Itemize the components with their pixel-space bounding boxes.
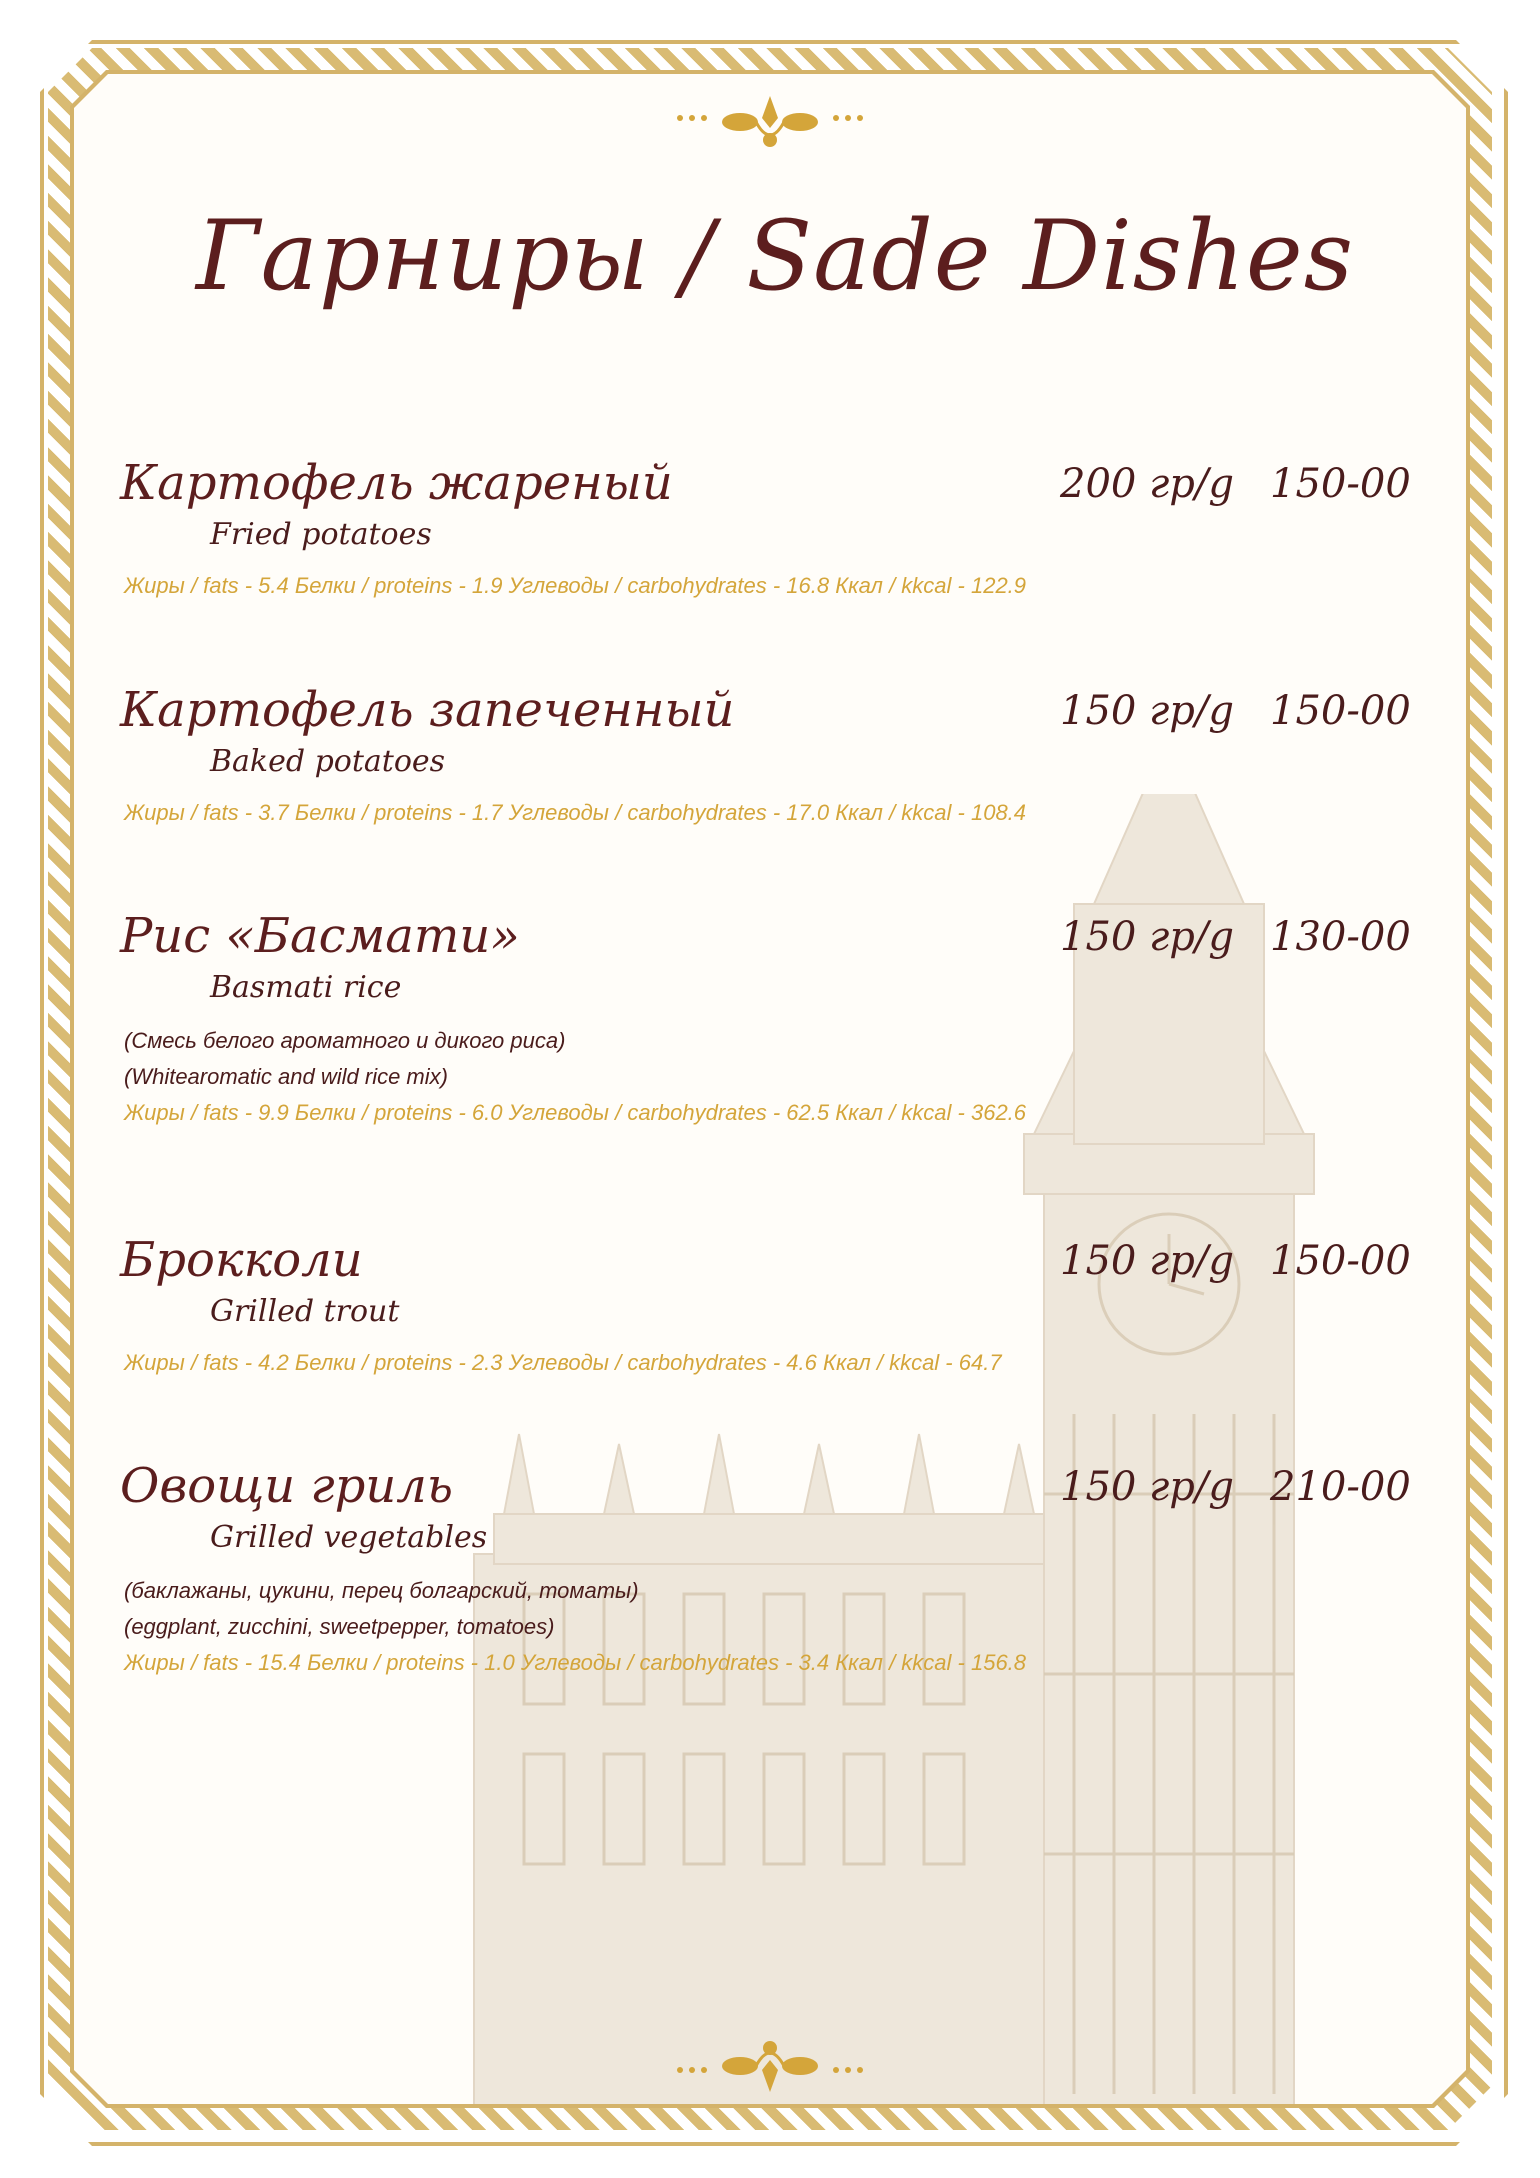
item-name-ru: Картофель запеченный [120, 682, 735, 738]
item-price: 130-00 [1270, 914, 1411, 960]
item-nutrition: Жиры / fats - 4.2 Белки / proteins - 2.3 Углеводы / carbohydrates - 4.6 Ккал / kkcal - 64.7 [124, 1350, 1002, 1375]
item-name-ru: Брокколи [120, 1232, 363, 1288]
menu-item [120, 682, 1430, 832]
item-name-ru: Картофель жареный [120, 455, 673, 511]
item-name-en: Grilled trout [210, 1294, 400, 1329]
item-name-ru: Овощи гриль [120, 1458, 453, 1514]
top-flourish-icon [660, 88, 880, 158]
item-weight: 150 гр/g [1060, 1238, 1234, 1284]
item-price: 150-00 [1270, 688, 1411, 734]
item-description-ru: (баклажаны, цукини, перец болгарский, томаты) [124, 1578, 639, 1603]
item-price: 150-00 [1270, 1238, 1411, 1284]
item-price: 210-00 [1270, 1464, 1411, 1510]
menu-item [120, 908, 1430, 1138]
item-weight: 150 гр/g [1060, 688, 1234, 734]
item-weight: 200 гр/g [1060, 461, 1234, 507]
item-description-ru: (Смесь белого ароматного и дикого риса) [124, 1028, 566, 1053]
item-name-en: Baked potatoes [210, 744, 446, 779]
item-nutrition: Жиры / fats - 15.4 Белки / proteins - 1.0 Углеводы / carbohydrates - 3.4 Ккал / kkcal - 156.8 [124, 1650, 1027, 1675]
item-name-ru: Рис «Басмати» [120, 908, 520, 964]
menu-item [120, 1458, 1430, 1688]
item-weight: 150 гр/g [1060, 1464, 1234, 1510]
item-description-en: (eggplant, zucchini, sweetpepper, tomatoes) [124, 1614, 555, 1639]
item-nutrition: Жиры / fats - 9.9 Белки / proteins - 6.0 Углеводы / carbohydrates - 62.5 Ккал / kkcal - 362.6 [124, 1100, 1027, 1125]
item-name-en: Fried potatoes [210, 517, 432, 552]
item-price: 150-00 [1270, 461, 1411, 507]
item-name-en: Grilled vegetables [210, 1520, 488, 1555]
menu-item [120, 1232, 1430, 1382]
page-title: Гарниры / Sade Dishes [196, 200, 1354, 312]
item-nutrition: Жиры / fats - 3.7 Белки / proteins - 1.7 Углеводы / carbohydrates - 17.0 Ккал / kkcal - 108.4 [124, 800, 1027, 825]
item-nutrition: Жиры / fats - 5.4 Белки / proteins - 1.9 Углеводы / carbohydrates - 16.8 Ккал / kkcal - 122.9 [124, 573, 1027, 598]
menu-item [120, 455, 1430, 605]
item-name-en: Basmati rice [210, 970, 402, 1005]
bottom-flourish-icon [660, 2030, 880, 2100]
item-description-en: (Whitearomatic and wild rice mix) [124, 1064, 448, 1089]
item-weight: 150 гр/g [1060, 914, 1234, 960]
